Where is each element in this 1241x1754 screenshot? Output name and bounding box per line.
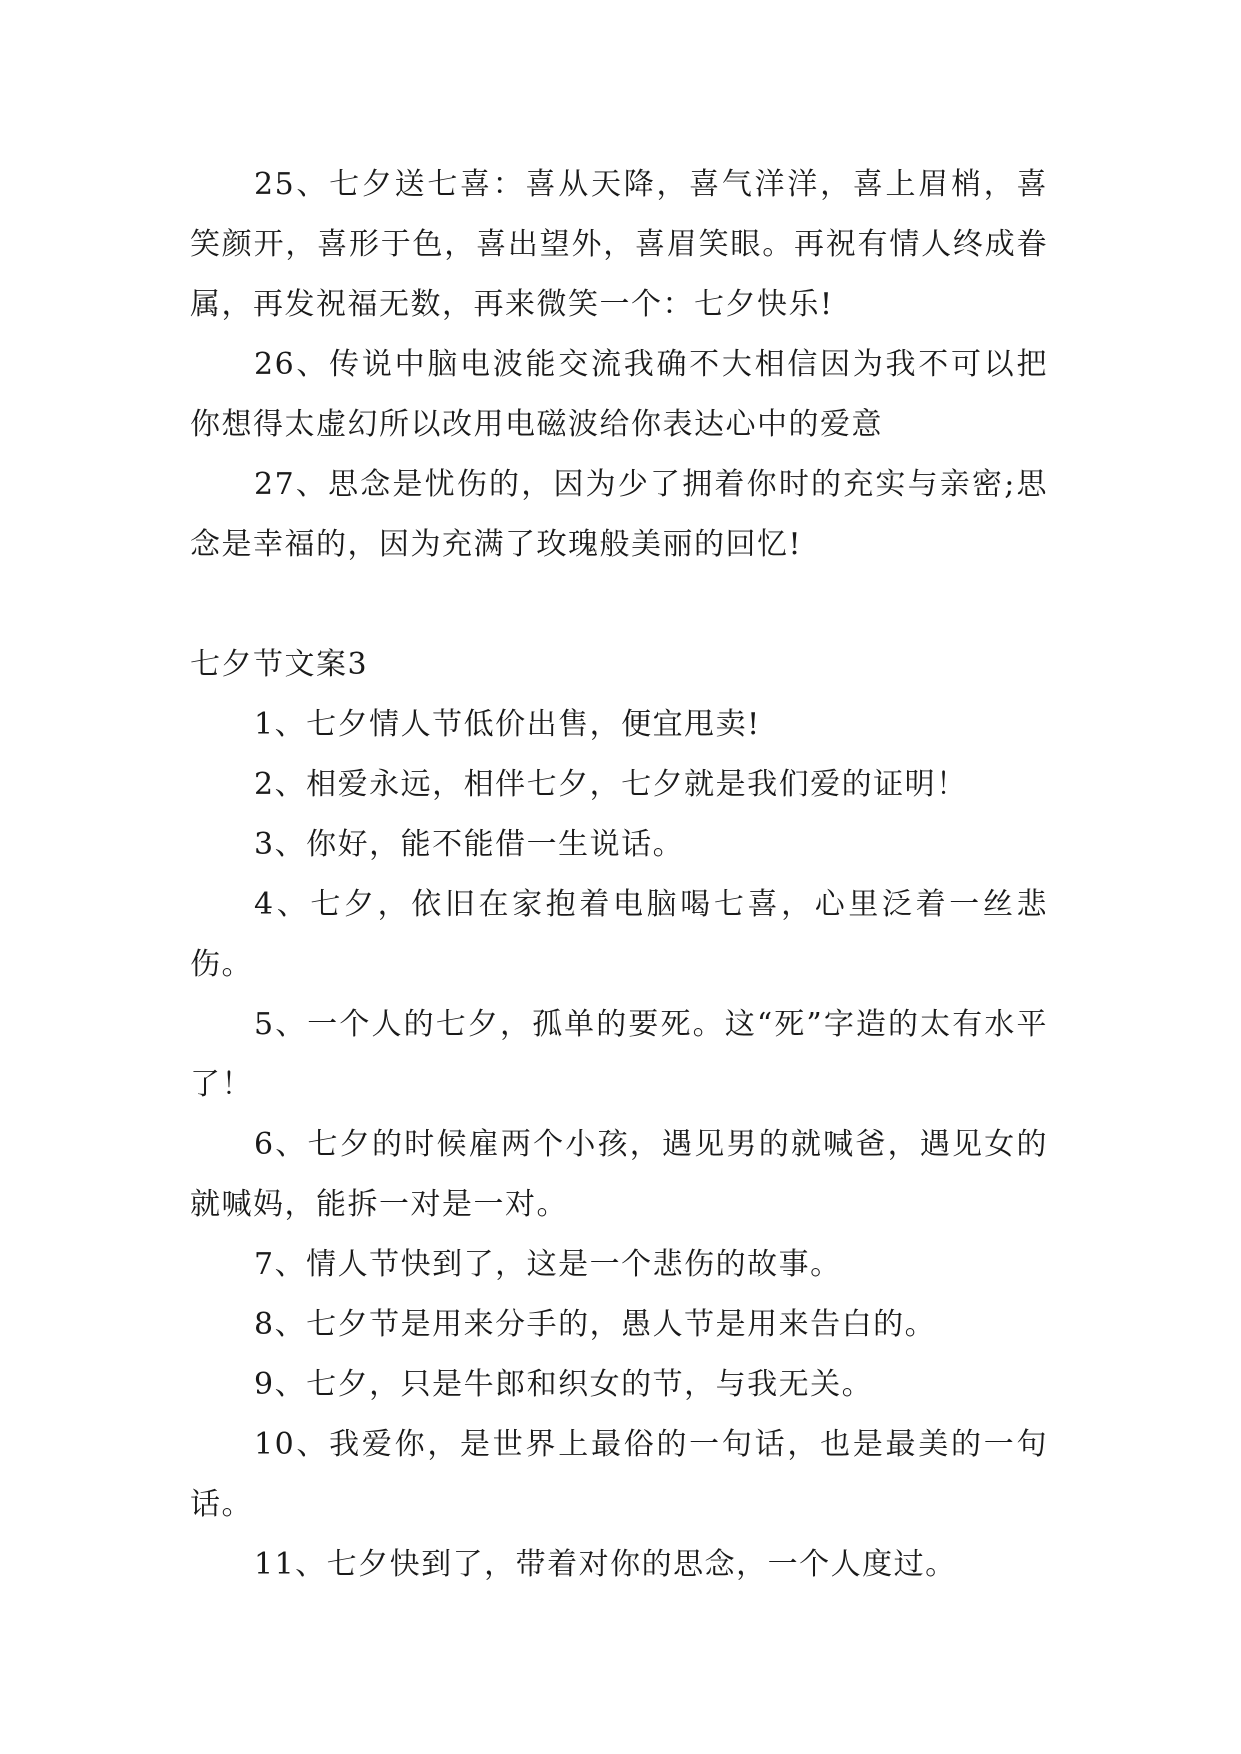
section-spacer	[190, 575, 1048, 635]
list-item-3: 3、你好，能不能借一生说话。	[254, 827, 685, 862]
list-item-8: 8、七夕节是用来分手的，愚人节是用来告白的。	[254, 1307, 937, 1342]
list-item-4: 4、七夕，依旧在家抱着电脑喝七喜，心里泛着一丝悲伤。	[190, 887, 1048, 982]
list-item-6: 6、七夕的时候雇两个小孩，遇见男的就喊爸，遇见女的就喊妈，能拆一对是一对。	[190, 1127, 1048, 1222]
list-item-7: 7、情人节快到了，这是一个悲伤的故事。	[254, 1247, 842, 1282]
list-item-2: 2、相爱永远，相伴七夕，七夕就是我们爱的证明！	[254, 767, 968, 802]
list-item-5: 5、一个人的七夕，孤单的要死。这“死”字造的太有水平了！	[190, 1007, 1048, 1102]
paragraph-27: 27、思念是忧伤的，因为少了拥着你时的充实与亲密;思念是幸福的，因为充满了玫瑰般美丽的回忆!	[190, 467, 1048, 562]
document-page	[190, 155, 1048, 1595]
paragraph-26: 26、传说中脑电波能交流我确不大相信因为我不可以把你想得太虚幻所以改用电磁波给你表达心中的爱意	[190, 347, 1048, 442]
list-item-10: 10、我爱你，是世界上最俗的一句话，也是最美的一句话。	[190, 1427, 1048, 1522]
list-item-9: 9、七夕，只是牛郎和织女的节，与我无关。	[254, 1367, 874, 1402]
section-heading: 七夕节文案3	[190, 647, 369, 682]
paragraph-25: 25、七夕送七喜：喜从天降，喜气洋洋，喜上眉梢，喜笑颜开，喜形于色，喜出望外，喜眉笑眼。再祝有情人终成眷属，再发祝福无数，再来微笑一个：七夕快乐!	[190, 167, 1048, 322]
list-item-11: 11、七夕快到了，带着对你的思念，一个人度过。	[254, 1547, 957, 1582]
list-item-1: 1、七夕情人节低价出售，便宜甩卖!	[254, 707, 761, 742]
